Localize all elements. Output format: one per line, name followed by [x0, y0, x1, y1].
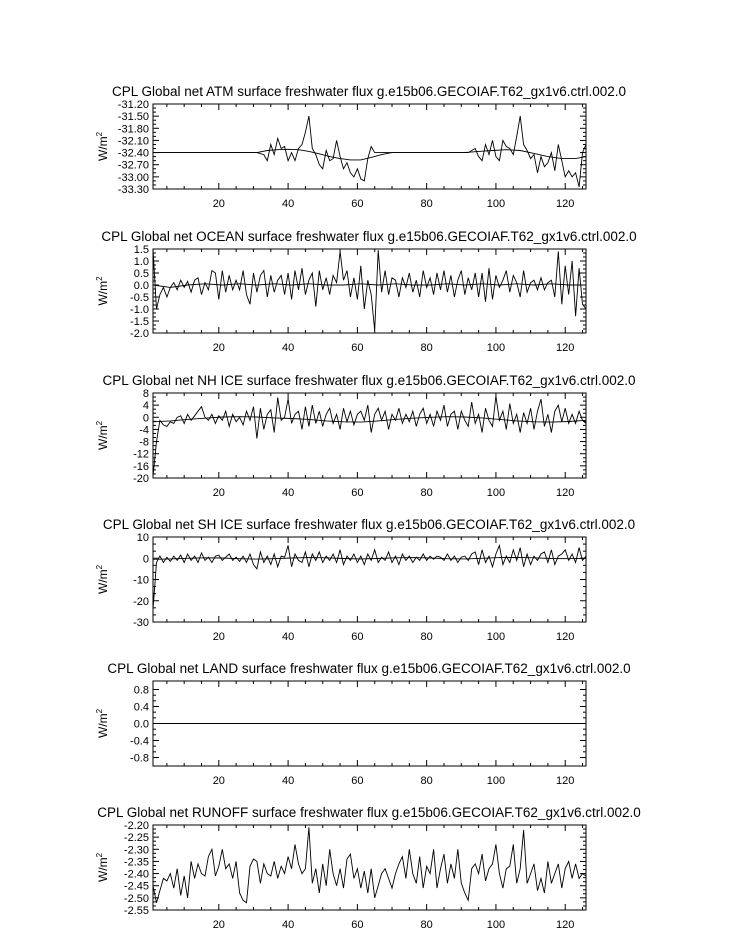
x-tick-label: 60 [351, 198, 364, 210]
y-tick-label: -2.40 [123, 868, 149, 881]
y-tick-label: -2.25 [123, 832, 149, 845]
y-tick-label: -8 [139, 436, 149, 449]
y-tick-label: -10 [133, 574, 149, 587]
y-axis-label [95, 276, 110, 306]
y-tick-label: -31.20 [117, 99, 149, 111]
x-tick-label: 120 [556, 631, 575, 643]
x-tick-label: 80 [420, 342, 433, 354]
x-tick-label: 100 [486, 487, 506, 499]
y-tick-label: -2.35 [123, 856, 149, 869]
x-tick-label: 40 [281, 631, 295, 643]
x-tick-label: 80 [420, 775, 433, 787]
x-tick-label: 60 [351, 342, 364, 354]
x-tick-label: 100 [486, 198, 506, 210]
y-tick-label: -2.55 [123, 905, 149, 917]
y-tick-label: -33.00 [117, 171, 149, 184]
plot-frame [153, 537, 586, 622]
y-tick-label: 0 [142, 553, 149, 566]
y-tick-label: -4 [139, 424, 149, 437]
y-tick-label: -32.40 [117, 147, 149, 160]
y-tick-label: 10 [136, 532, 149, 544]
y-tick-label: -2.20 [123, 820, 149, 832]
y-tick-label: -20 [133, 595, 149, 608]
y-tick-label: -2.45 [123, 880, 149, 893]
x-tick-label: 40 [281, 775, 295, 787]
chart-title: CPL Global net ATM surface freshwater flux g.e15b06.GECOIAF.T62_gx1v6.ctrl.002.0 [111, 84, 627, 99]
plot-frame [153, 393, 586, 478]
x-tick-label: 20 [212, 775, 225, 787]
y-tick-label: -1.5 [130, 316, 149, 328]
y-axis-unit-exponent: 2 [95, 276, 104, 281]
x-tick-label: 80 [420, 198, 433, 210]
y-tick-label: -0.4 [130, 735, 149, 748]
y-tick-label: -0.8 [130, 752, 149, 765]
y-tick-label: -20 [133, 473, 149, 485]
y-tick-label: 0.0 [133, 280, 149, 292]
x-tick-label: 20 [212, 342, 225, 354]
y-tick-label: 4 [142, 400, 149, 413]
y-tick-label: -32.70 [117, 159, 149, 172]
x-tick-label: 20 [212, 631, 225, 643]
y-axis-unit-exponent: 2 [95, 852, 104, 858]
y-axis-unit-exponent: 2 [95, 131, 104, 137]
y-axis-unit-exponent: 2 [95, 420, 104, 426]
y-tick-label: 0.4 [133, 701, 149, 714]
x-tick-label: 60 [351, 487, 364, 499]
y-tick-label: -33.30 [117, 184, 149, 196]
y-axis-label [95, 131, 110, 161]
y-tick-label: -16 [133, 460, 149, 473]
chart-title: CPL Global net OCEAN surface freshwater flux g.e15b06.GECOIAF.T62_gx1v6.ctrl.002.0 [101, 229, 637, 244]
y-tick-label: -31.80 [117, 123, 149, 136]
y-axis-unit: W/m [96, 857, 110, 883]
y-tick-label: -2.30 [123, 844, 149, 857]
x-tick-label: 40 [281, 198, 295, 210]
chart-title: CPL Global net LAND surface freshwater flux g.e15b06.GECOIAF.T62_gx1v6.ctrl.002.0 [107, 661, 631, 676]
x-tick-label: 100 [486, 775, 506, 787]
x-tick-label: 20 [212, 198, 225, 210]
x-tick-label: 40 [281, 919, 295, 931]
x-tick-label: 60 [351, 775, 364, 787]
series-line-1 [153, 546, 586, 610]
y-axis-unit: W/m [96, 280, 110, 306]
chart-panel-2 [95, 229, 637, 354]
y-axis-unit: W/m [96, 713, 110, 739]
y-tick-label: -2.50 [123, 892, 149, 905]
x-tick-label: 100 [486, 631, 506, 643]
series-line-1 [153, 116, 586, 187]
chart-panel-4 [95, 517, 635, 643]
x-tick-label: 20 [212, 919, 225, 931]
x-tick-label: 80 [420, 487, 433, 499]
y-tick-label: -30 [133, 617, 149, 629]
chart-title: CPL Global net NH ICE surface freshwater flux g.e15b06.GECOIAF.T62_gx1v6.ctrl.002.0 [102, 373, 636, 388]
y-tick-label: -0.5 [130, 292, 149, 304]
x-tick-label: 20 [212, 487, 225, 499]
x-tick-label: 40 [281, 487, 295, 499]
y-axis-unit: W/m [96, 569, 110, 595]
chart-panel-1 [95, 84, 626, 210]
x-tick-label: 60 [351, 919, 364, 931]
y-tick-label: 0 [142, 412, 149, 425]
chart-title: CPL Global net RUNOFF surface freshwater flux g.e15b06.GECOIAF.T62_gx1v6.ctrl.002.0 [97, 805, 641, 820]
x-tick-label: 100 [486, 342, 506, 354]
y-axis-label [95, 708, 110, 738]
series-line-1 [153, 249, 586, 331]
y-axis-unit-exponent: 2 [95, 708, 104, 714]
x-tick-label: 80 [420, 919, 433, 931]
y-tick-label: -32.10 [117, 135, 149, 148]
chart-panel-5 [95, 661, 631, 787]
y-tick-label: 0.0 [133, 718, 149, 731]
y-tick-label: 8 [142, 388, 149, 400]
y-tick-label: 1.0 [133, 256, 149, 268]
y-tick-label: -12 [133, 448, 149, 461]
chart-title: CPL Global net SH ICE surface freshwater flux g.e15b06.GECOIAF.T62_gx1v6.ctrl.002.0 [102, 517, 636, 532]
series-line-1 [153, 396, 586, 477]
y-tick-label: 1.5 [133, 244, 149, 256]
x-tick-label: 80 [420, 631, 433, 643]
y-axis-unit: W/m [96, 425, 110, 451]
chart-panel-3 [95, 373, 636, 499]
x-tick-label: 120 [556, 487, 575, 499]
x-tick-label: 40 [281, 342, 295, 354]
y-axis-label [95, 852, 110, 882]
y-tick-label: -1.0 [130, 304, 149, 316]
x-tick-label: 120 [556, 342, 575, 354]
x-tick-label: 100 [486, 919, 506, 931]
y-axis-label [95, 420, 110, 450]
plot-frame [153, 104, 586, 189]
chart-panel-6 [95, 805, 641, 931]
y-tick-label: -31.50 [117, 111, 149, 124]
y-tick-label: -2.0 [130, 328, 149, 340]
x-tick-label: 120 [556, 919, 575, 931]
x-tick-label: 60 [351, 631, 364, 643]
y-axis-label [95, 564, 110, 594]
x-tick-label: 120 [556, 775, 575, 787]
x-tick-label: 120 [556, 198, 575, 210]
y-axis-unit: W/m [96, 136, 110, 162]
y-tick-label: 0.5 [133, 268, 149, 280]
y-tick-label: 0.8 [133, 684, 149, 697]
series-line-1 [153, 827, 586, 902]
y-axis-unit-exponent: 2 [95, 564, 104, 570]
